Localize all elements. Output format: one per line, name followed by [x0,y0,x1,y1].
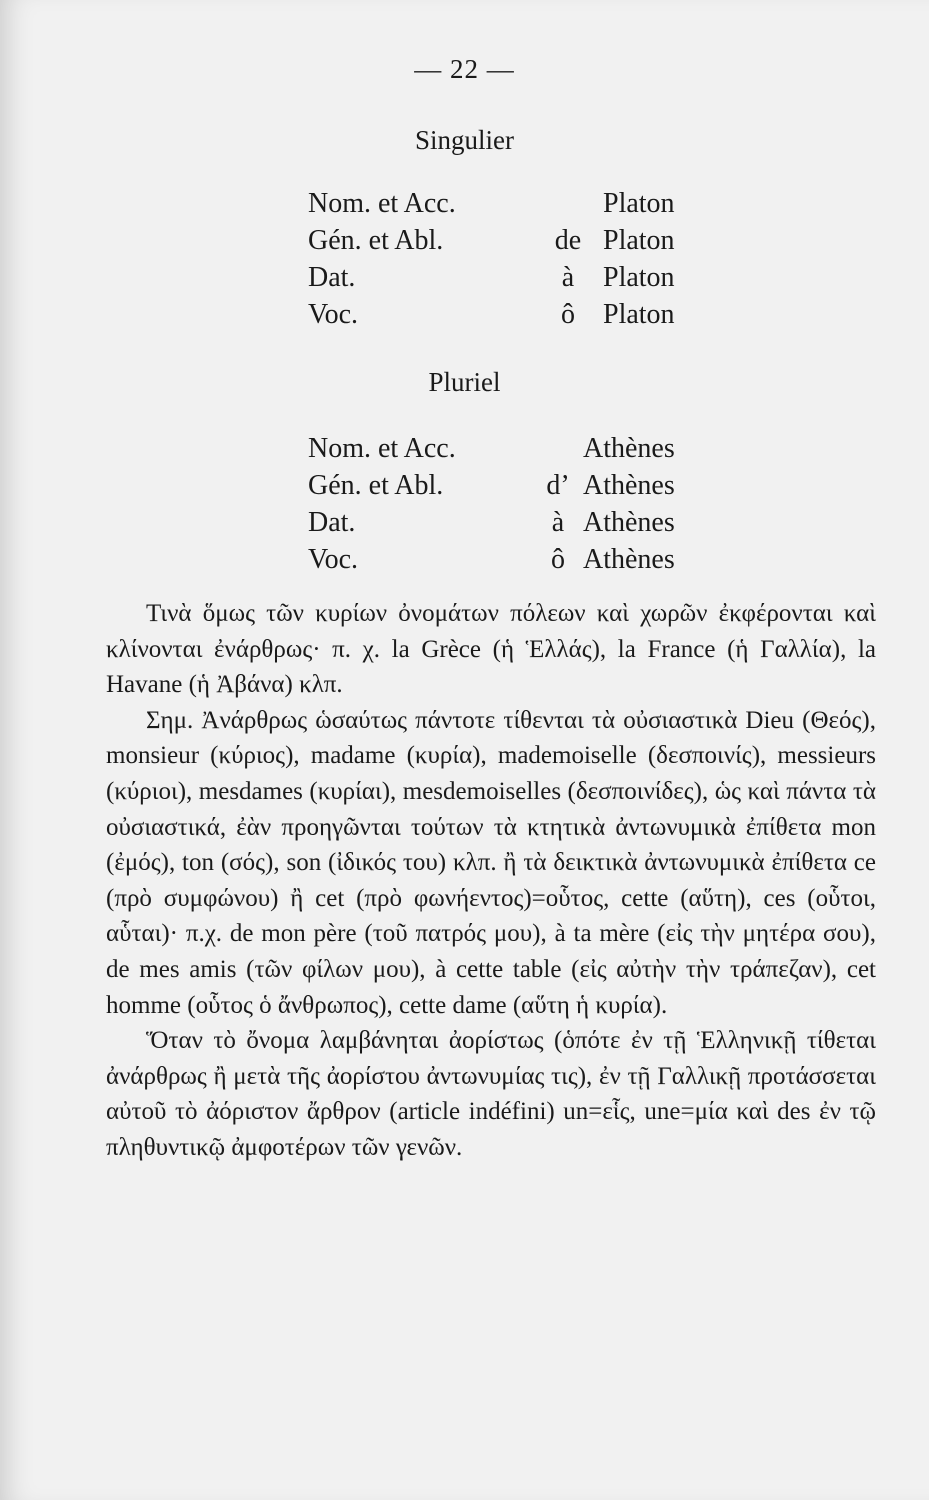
preposition: d’ [546,470,570,501]
case-label: Nom. et Acc. [308,188,456,219]
declined-noun: Athènes [583,507,675,538]
declined-noun: Platon [603,299,675,330]
singular-heading: Singulier [415,125,514,155]
preposition: à [561,262,575,293]
case-label: Gén. et Abl. [308,225,444,256]
declension-row [308,467,728,504]
plural-declension-table [308,430,728,578]
paragraph-note-anarthrous-nouns: Σημ. Ἀνάρθρως ὡσαύτως πάντοτε τίθενται τὰ οὐσιαστικὰ Dieu (Θεός), monsieur (κύριος), madame (κυρία), mademoiselle (δεσποινίς), messieurs (κύριοι), mesdames (κυρίαι), mesdemoiselles (δεσποινίδες), ὡς καὶ πάντα τὰ οὐσιαστικά, ἐὰν προηγῶνται τούτων τὰ κτητικὰ ἀντωνυμικὰ ἐπίθετα mon (ἐμός), ton (σός), son (ἰδικός του) κλπ. ἢ τὰ δεικτικὰ ἀντωνυμικὰ ἐπίθετα ce (πρὸ συμφώνου) ἢ cet (πρὸ φωνήεντος)=οὗτος, cette (αὕτη), ces (οὗτοι, αὗται)· π.χ. de mon père (τοῦ πατρός μου), à ta mère (εἰς τὴν μητέρα σου), de mes amis (τῶν φίλων μου), à cette table (εἰς αὐτὴν τὴν τράπεζαν), cet homme (οὗτος ὁ ἄνθρωπος), cette dame (αὕτη ἡ κυρία). [106,706,876,1019]
paragraph-indefinite-article: Ὅταν τὸ ὄνομα λαμβάνηται ἀορίστως (ὁπότε ἐν τῇ Ἑλληνικῇ τίθεται ἀνάρθρως ἢ μετὰ τῆς ἀορίστου ἀντωνυμίας τις), ἐν τῇ Γαλλικῇ προτάσσεται αὐτοῦ τὸ ἀόριστον ἄρθρον (article indéfini) un=εἷς, une=μία καὶ des ἐν τῷ πληθυντικῷ ἀμφοτέρων τῶν γενῶν. [106,1027,876,1161]
case-label: Dat. [308,262,356,293]
declension-row [308,541,728,578]
declension-row [308,296,728,333]
declension-row [308,222,728,259]
declension-row [308,185,728,222]
case-label: Gén. et Abl. [308,470,444,501]
plural-heading: Pluriel [428,367,501,397]
case-label: Voc. [308,299,359,330]
singular-declension-table [308,185,728,333]
declension-row [308,430,728,467]
page-number: — 22 — [414,54,515,84]
case-label: Nom. et Acc. [308,433,456,464]
case-label: Dat. [308,507,356,538]
body-text [106,596,876,1166]
preposition: ô [551,544,565,575]
declined-noun: Platon [603,188,675,219]
preposition: ô [561,299,575,330]
declension-row [308,504,728,541]
declension-row [308,259,728,296]
declined-noun: Platon [603,225,675,256]
preposition: à [551,507,565,538]
case-label: Voc. [308,544,359,575]
paragraph-definite-place-names: Τινὰ ὅμως τῶν κυρίων ὀνομάτων πόλεων καὶ χωρῶν ἐκφέρονται καὶ κλίνονται ἐνάρθρως· π. χ. la Grèce (ἡ Ἑλλάς), la France (ἡ Γαλλία), la Havane (ἡ Ἀβάνα) κλπ. [106,600,876,699]
declined-noun: Platon [603,262,675,293]
declined-noun: Athènes [583,433,675,464]
declined-noun: Athènes [583,544,675,575]
preposition: de [554,225,582,256]
declined-noun: Athènes [583,470,675,501]
